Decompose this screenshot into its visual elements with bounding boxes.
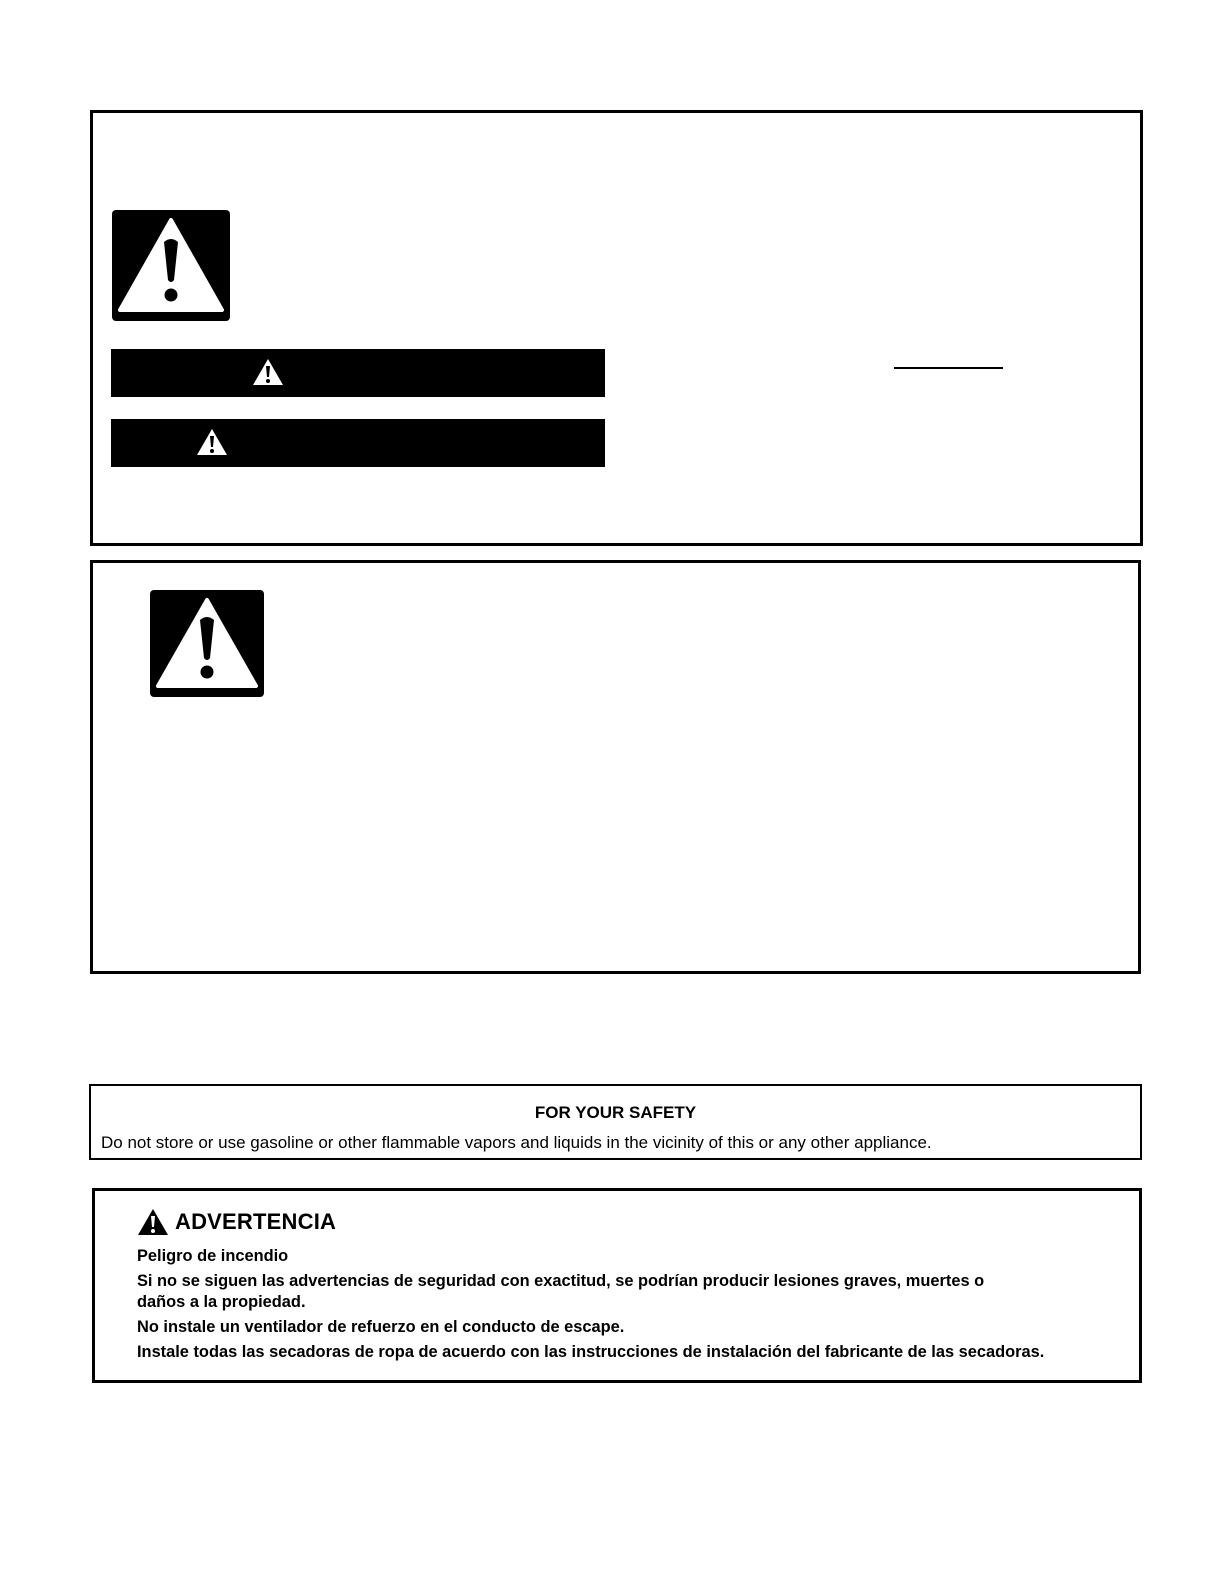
advertencia-line: Si no se siguen las advertencias de seguridad con exactitud, se podrían producir lesiones graves, muertes o xyxy=(137,1272,985,1290)
advertencia-title: ADVERTENCIA xyxy=(175,1209,337,1234)
advertencia-panel xyxy=(92,1188,1142,1383)
advertencia-header xyxy=(137,1206,336,1238)
safety-notice-text: Do not store or use gasoline or other flammable vapors and liquids in the vicinity of this or any other appliance. xyxy=(101,1133,932,1152)
advertencia-line: Instale todas las secadoras de ropa de acuerdo con las instrucciones de instalación del fabricante de las secadoras. xyxy=(137,1343,1045,1361)
advertencia-line: daños a la propiedad. xyxy=(137,1293,306,1311)
danger-signal-bar xyxy=(111,349,605,397)
for-your-safety-notice xyxy=(89,1084,1142,1160)
underline-rule xyxy=(894,367,1003,369)
warning-triangle-icon xyxy=(137,1208,169,1236)
warning-triangle-icon xyxy=(195,427,229,457)
warning-panel xyxy=(90,560,1141,974)
warning-signal-bar xyxy=(111,419,605,467)
safety-alert-icon xyxy=(150,590,264,697)
warning-triangle-icon xyxy=(251,357,285,387)
advertencia-line: No instale un ventilador de refuerzo en el conducto de escape. xyxy=(137,1318,625,1336)
advertencia-line: Peligro de incendio xyxy=(137,1247,289,1265)
safety-alert-icon xyxy=(112,210,230,321)
safety-info-panel xyxy=(90,110,1143,546)
safety-notice-title: FOR YOUR SAFETY xyxy=(534,1103,697,1122)
